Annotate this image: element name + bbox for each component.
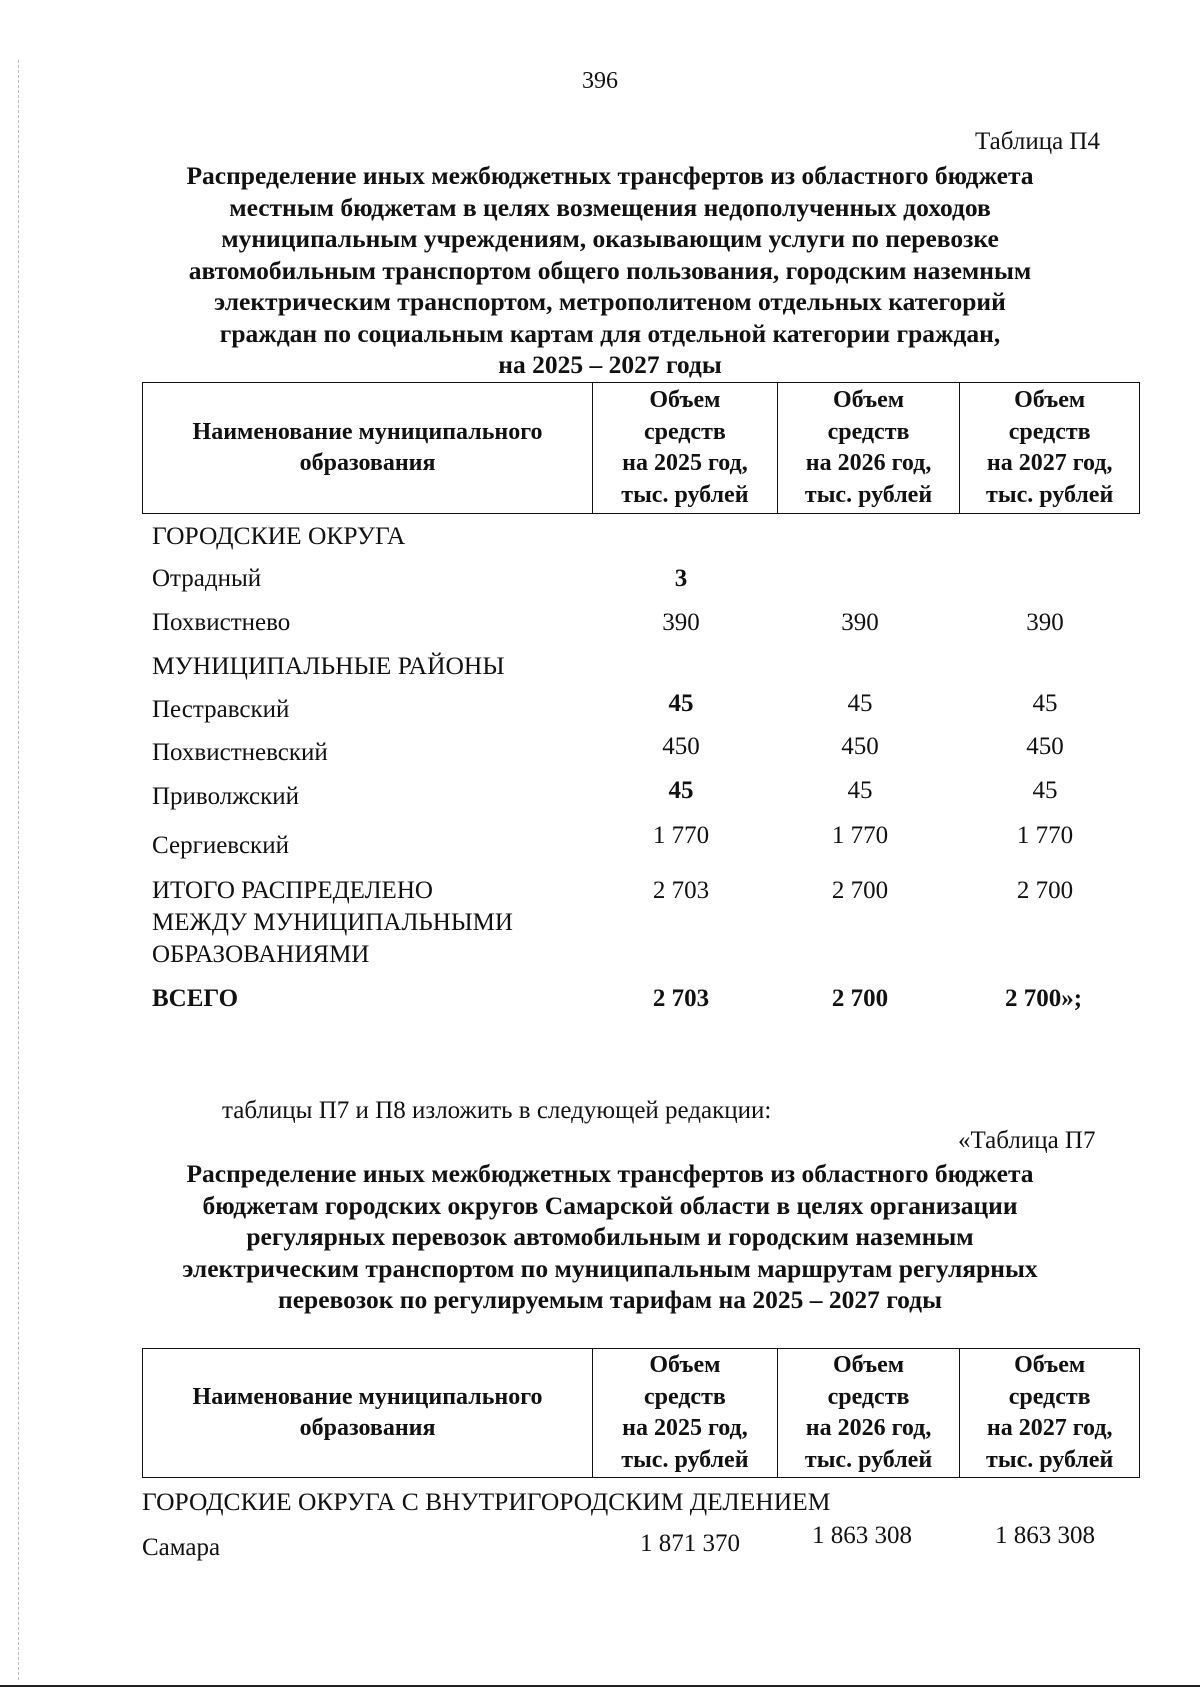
row-name: Сергиевский <box>152 832 289 859</box>
row-name: Пестравский <box>152 696 290 723</box>
title-line: на 2025 – 2027 годы <box>498 350 722 379</box>
header-text: тыс. рублей <box>804 1446 933 1473</box>
header-text: средств <box>643 1383 726 1410</box>
header-text: тыс. рублей <box>621 1446 749 1473</box>
section-urban-intracity: ГОРОДСКИЕ ОКРУГА С ВНУТРИГОРОДСКИМ ДЕЛЕНИЕМ <box>142 1487 831 1516</box>
header-text: Объем <box>649 387 721 413</box>
header-2026 <box>777 383 960 513</box>
subtotal-value-2026: 2 700 <box>831 877 889 904</box>
header-text: средств <box>643 418 726 445</box>
header-text: на 2025 год, <box>622 450 748 476</box>
header-text: средств <box>827 418 910 445</box>
title-line: электрическим транспортом по муниципальным маршрутам регулярных <box>182 1253 1038 1283</box>
title-line: граждан по социальным картам для отдельной категории граждан, <box>219 318 1001 348</box>
header-text: Наименование муниципального <box>192 418 543 445</box>
header-text: тыс. рублей <box>986 1446 1114 1473</box>
row-value-2025: 1 871 370 <box>640 1530 740 1557</box>
header-text: тыс. рублей <box>986 481 1114 508</box>
total-value-2027: 2 700»; <box>1005 985 1083 1012</box>
subtotal-name-line: ИТОГО РАСПРЕДЕЛЕНО <box>152 877 433 904</box>
instruction-text: таблицы П7 и П8 изложить в следующей редакции: <box>222 1097 772 1124</box>
subtotal-value-2027: 2 700 <box>1016 877 1074 904</box>
row-value-2025: 45 <box>668 777 694 804</box>
header-text: на 2026 год, <box>805 1415 932 1441</box>
subtotal-name-line: ОБРАЗОВАНИЯМИ <box>152 941 370 968</box>
header-text: средств <box>1008 418 1091 445</box>
title-line: бюджетам городских округов Самарской области в целях организации <box>202 1190 1018 1220</box>
scan-edge-line <box>18 60 19 1680</box>
row-value-2025: 45 <box>668 690 694 717</box>
header-text: образования <box>299 1415 436 1441</box>
subtotal-value-2025: 2 703 <box>652 877 710 904</box>
page-number: 396 <box>582 68 618 94</box>
header-2027 <box>959 1349 1139 1477</box>
table-p7-label: «Таблица П7 <box>958 1127 1096 1154</box>
subtotal-name-line: МЕЖДУ МУНИЦИПАЛЬНЫМИ <box>152 909 513 936</box>
bottom-divider <box>0 1685 1200 1687</box>
row-value-2025: 390 <box>662 609 700 636</box>
row-value-2026: 1 863 308 <box>812 1522 912 1549</box>
header-text: на 2026 год, <box>805 450 932 476</box>
header-text: на 2027 год, <box>986 1415 1113 1441</box>
title-line: автомобильным транспортом общего пользования, городским наземным <box>188 255 1032 285</box>
row-value-2026: 45 <box>847 690 873 717</box>
title-line: Распределение иных межбюджетных трансфертов из областного бюджета <box>186 161 1034 190</box>
table-p4-title <box>130 160 1090 381</box>
title-line: муниципальным учреждениям, оказывающим услуги по перевозке <box>221 224 999 253</box>
row-value-2026: 1 770 <box>831 822 889 849</box>
header-text: на 2027 год, <box>986 450 1113 476</box>
section-municipal-districts: МУНИЦИПАЛЬНЫЕ РАЙОНЫ <box>152 651 505 680</box>
header-text: Объем <box>1014 1352 1086 1378</box>
header-text: на 2025 год, <box>622 1415 748 1441</box>
row-value-2027: 1 770 <box>1016 822 1074 849</box>
table-p7-header <box>142 1348 1140 1478</box>
row-value-2025: 1 770 <box>652 822 710 849</box>
header-2027 <box>959 383 1139 513</box>
row-value-2025: 3 <box>674 565 688 592</box>
row-value-2026: 450 <box>841 733 879 760</box>
total-value-2025: 2 703 <box>652 985 710 1012</box>
header-text: Объем <box>833 1352 905 1378</box>
row-value-2027: 45 <box>1032 777 1058 804</box>
title-line: перевозок по регулируемым тарифам на 2025 – 2027 годы <box>278 1285 942 1314</box>
header-text: Объем <box>1014 387 1086 413</box>
header-2025 <box>592 383 777 513</box>
row-value-2027: 1 863 308 <box>995 1522 1095 1549</box>
header-name <box>143 383 592 513</box>
header-2026 <box>777 1349 960 1477</box>
title-line: Распределение иных межбюджетных трансфертов из областного бюджета <box>186 1159 1034 1188</box>
section-urban-districts: ГОРОДСКИЕ ОКРУГА <box>152 521 406 550</box>
header-text: средств <box>827 1383 910 1410</box>
header-name <box>143 1349 592 1477</box>
table-p7-title <box>130 1158 1090 1316</box>
header-text: Наименование муниципального <box>192 1383 543 1410</box>
row-value-2026: 45 <box>847 777 873 804</box>
total-value-2026: 2 700 <box>831 985 889 1012</box>
total-name: ВСЕГО <box>152 985 239 1012</box>
row-name: Приволжский <box>152 783 300 810</box>
header-text: Объем <box>833 387 905 413</box>
row-name: Похвистнево <box>152 609 291 636</box>
row-value-2025: 450 <box>662 733 700 760</box>
title-line: местным бюджетам в целях возмещения недополученных доходов <box>229 192 991 222</box>
header-text: средств <box>1008 1383 1091 1410</box>
row-value-2027: 390 <box>1026 609 1064 636</box>
row-name: Похвистневский <box>152 739 328 766</box>
row-name: Самара <box>142 1534 221 1561</box>
header-2025 <box>592 1349 777 1477</box>
row-value-2027: 450 <box>1026 733 1064 760</box>
row-value-2027: 45 <box>1032 690 1058 717</box>
title-line: электрическим транспортом, метрополитеном отдельных категорий <box>214 287 1006 316</box>
header-text: Объем <box>649 1352 721 1378</box>
table-p4-header <box>142 382 1140 514</box>
row-name: Отрадный <box>152 565 262 592</box>
header-text: образования <box>299 450 436 476</box>
subtotal-name <box>152 875 513 971</box>
title-line: регулярных перевозок автомобильным и городским наземным <box>246 1222 974 1251</box>
header-text: тыс. рублей <box>621 481 749 508</box>
table-p4-label: Таблица П4 <box>975 128 1100 155</box>
row-value-2026: 390 <box>841 609 879 636</box>
header-text: тыс. рублей <box>804 481 933 508</box>
